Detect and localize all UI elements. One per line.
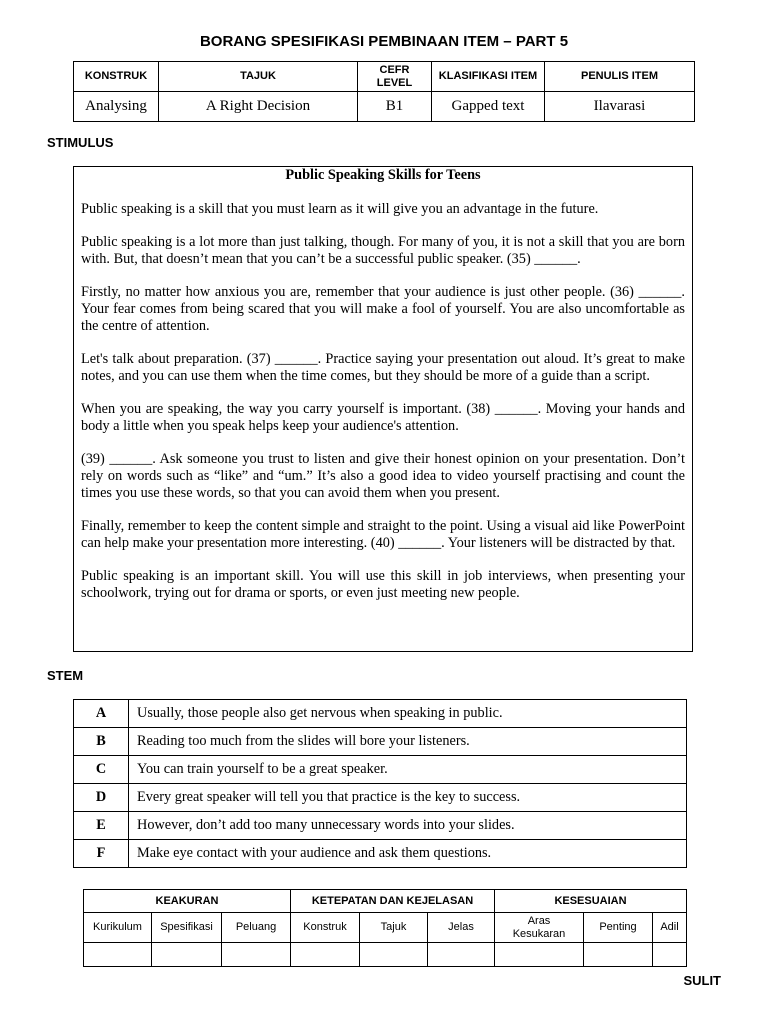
stem-option-row: [74, 840, 687, 868]
spec-value-cefr-level: B1: [358, 92, 432, 122]
stimulus-paragraph: Public speaking is a skill that you must learn as it will give you an advantage in the future.: [81, 201, 599, 217]
review-col-spesifikasi: Spesifikasi: [152, 913, 222, 943]
stem-option-row: [74, 756, 687, 784]
stimulus-paragraph: Public speaking is an important skill. You will use this skill in job interviews, when presenting your schoolwork, trying out for drama or sports, or even just meeting new people.: [81, 568, 685, 601]
stimulus-label: STIMULUS: [47, 135, 114, 150]
stimulus-paragraph: Let's talk about preparation. (37) ______. Practice saying your presentation out aloud. It’s great to make notes, and you can use them when the time comes, but they should be more of a guide than a script.: [81, 351, 685, 384]
review-col-kurikulum: Kurikulum: [84, 913, 152, 943]
stem-option-row: [74, 728, 687, 756]
spec-value-penulis: Ilavarasi: [545, 92, 695, 122]
review-col-tajuk: Tajuk: [360, 913, 428, 943]
review-col-penting: Penting: [584, 913, 653, 943]
spec-table: [73, 61, 695, 122]
spec-header-klasifikasi: KLASIFIKASI ITEM: [432, 62, 545, 92]
stem-option-row: [74, 700, 687, 728]
review-col-aras-kesukaran: Aras Kesukaran: [495, 913, 584, 943]
review-cell-adil[interactable]: [653, 943, 687, 967]
spec-value-row: [74, 92, 695, 122]
stem-option-text: You can train yourself to be a great speaker.: [129, 756, 687, 784]
spec-header-tajuk: TAJUK: [159, 62, 358, 92]
review-cell-penting[interactable]: [584, 943, 653, 967]
stem-option-text: Usually, those people also get nervous when speaking in public.: [129, 700, 687, 728]
stimulus-paragraph: Public speaking is a lot more than just talking, though. For many of you, it is not a skill that you are born with. But, that doesn’t mean that you can’t be a successful public speaker. (35) ______.: [81, 234, 685, 267]
spec-header-cefr-level: CEFR LEVEL: [358, 62, 432, 92]
stimulus-paragraph: Firstly, no matter how anxious you are, remember that your audience is just other people. (36) ______. Your fear comes from being scared that you will make a fool of yourself. You are also uncomfortable as the centre of attention.: [81, 284, 685, 334]
review-blank-row: [84, 943, 687, 967]
spec-header-row: [74, 62, 695, 92]
review-col-adil: Adil: [653, 913, 687, 943]
spec-value-klasifikasi: Gapped text: [432, 92, 545, 122]
review-group-ketepatan: KETEPATAN DAN KEJELASAN: [291, 890, 495, 913]
stem-option-text: Every great speaker will tell you that practice is the key to success.: [129, 784, 687, 812]
review-col-peluang: Peluang: [222, 913, 291, 943]
stimulus-paragraph: (39) ______. Ask someone you trust to listen and give their honest opinion on your presentation. Don’t rely on words such as “like” and “um.” It’s also a good idea to video yourself practising and count the times you use these words, so that you can avoid them when you present.: [81, 451, 685, 501]
stimulus-heading: Public Speaking Skills for Teens: [285, 167, 481, 183]
review-group-keakuran: KEAKURAN: [84, 890, 291, 913]
spec-value-tajuk: A Right Decision: [159, 92, 358, 122]
review-cell-tajuk[interactable]: [360, 943, 428, 967]
stem-label: STEM: [47, 668, 84, 683]
review-col-jelas: Jelas: [428, 913, 495, 943]
stimulus-paragraph: When you are speaking, the way you carry yourself is important. (38) ______. Moving your hands and body a little when you speak helps keep your audience's attention.: [81, 401, 685, 434]
stem-table: [73, 699, 687, 868]
stimulus-box: [73, 166, 693, 652]
stem-option-row: [74, 812, 687, 840]
stem-option-letter: C: [74, 756, 129, 784]
stem-option-letter: A: [74, 700, 129, 728]
stem-option-text: Reading too much from the slides will bore your listeners.: [129, 728, 687, 756]
review-cell-spesifikasi[interactable]: [152, 943, 222, 967]
stimulus-paragraph: Finally, remember to keep the content simple and straight to the point. Using a visual aid like PowerPoint can help make your presentation more interesting. (40) ______. Your listeners will be distracted by that.: [81, 518, 685, 551]
stem-option-letter: F: [74, 840, 129, 868]
review-cell-kurikulum[interactable]: [84, 943, 152, 967]
spec-header-konstruk: KONSTRUK: [74, 62, 159, 92]
stem-option-text: Make eye contact with your audience and ask them questions.: [129, 840, 687, 868]
review-table: [83, 889, 687, 967]
document-title: BORANG SPESIFIKASI PEMBINAAN ITEM – PART 5: [199, 33, 569, 50]
footer-sulit: SULIT: [683, 973, 721, 988]
review-cell-aras-kesukaran[interactable]: [495, 943, 584, 967]
spec-header-penulis: PENULIS ITEM: [545, 62, 695, 92]
review-cell-jelas[interactable]: [428, 943, 495, 967]
stem-option-letter: E: [74, 812, 129, 840]
stem-option-row: [74, 784, 687, 812]
review-col-konstruk: Konstruk: [291, 913, 360, 943]
review-column-row: [84, 913, 687, 943]
review-cell-konstruk[interactable]: [291, 943, 360, 967]
stem-option-text: However, don’t add too many unnecessary words into your slides.: [129, 812, 687, 840]
stem-option-letter: D: [74, 784, 129, 812]
review-cell-peluang[interactable]: [222, 943, 291, 967]
stem-option-letter: B: [74, 728, 129, 756]
spec-value-konstruk: Analysing: [74, 92, 159, 122]
review-group-row: [84, 890, 687, 913]
review-group-kesesuaian: KESESUAIAN: [495, 890, 687, 913]
